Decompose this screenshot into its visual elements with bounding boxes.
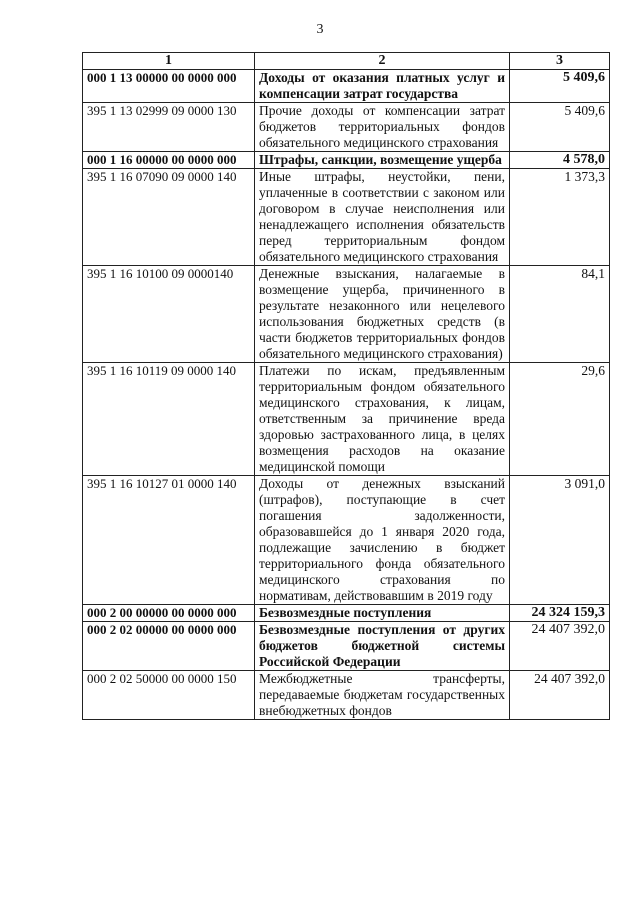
table-row: [83, 70, 610, 103]
table-row: [83, 605, 610, 622]
column-header-code: 1: [83, 53, 255, 70]
column-header-amount: 3: [510, 53, 610, 70]
column-header-name: 2: [255, 53, 510, 70]
budget-income-table: [82, 52, 610, 720]
table-header-row: [83, 53, 610, 70]
row-name: Безвозмездные поступления от других бюджетов бюджетной системы Российской Федерации: [255, 622, 510, 671]
row-amount: 5 409,6: [510, 103, 610, 152]
row-name: Прочие доходы от компенсации затрат бюджетов территориальных фондов обязательного медицинского страхования: [255, 103, 510, 152]
row-code: 000 2 02 00000 00 0000 000: [83, 622, 255, 671]
row-name: Штрафы, санкции, возмещение ущерба: [255, 152, 510, 169]
row-amount: 3 091,0: [510, 476, 610, 605]
row-amount: 84,1: [510, 266, 610, 363]
row-code: 395 1 13 02999 09 0000 130: [83, 103, 255, 152]
row-name: Доходы от оказания платных услуг и компенсации затрат государства: [255, 70, 510, 103]
table-row: [83, 363, 610, 476]
table-row: [83, 671, 610, 720]
row-name: Платежи по искам, предъявленным территориальным фондом обязательного медицинского страхования, к лицам, ответственным за причинение вреда здоровью застрахованного лица, в целях возмещения расходов на оказание медицинской помощи: [255, 363, 510, 476]
row-code: 000 1 13 00000 00 0000 000: [83, 70, 255, 103]
table-row: [83, 103, 610, 152]
row-name: Доходы от денежных взысканий (штрафов), поступающие в счет погашения задолженности, образовавшейся до 1 января 2020 года, подлежащие зачислению в бюджет территориального фонда обязательного медицинского страхования по нормативам, действовавшим в 2019 году: [255, 476, 510, 605]
row-code: 000 1 16 00000 00 0000 000: [83, 152, 255, 169]
row-name: Межбюджетные трансферты, передаваемые бюджетам государственных внебюджетных фондов: [255, 671, 510, 720]
table-row: [83, 266, 610, 363]
row-code: 395 1 16 10100 09 0000140: [83, 266, 255, 363]
row-name: Иные штрафы, неустойки, пени, уплаченные в соответствии с законом или договором в случае неисполнения или ненадлежащего исполнения обязательств перед территориальным фондом обязательного медицинского страхования: [255, 169, 510, 266]
row-amount: 24 407 392,0: [510, 622, 610, 671]
page-number: 3: [316, 22, 324, 37]
row-amount: 5 409,6: [510, 70, 610, 103]
table-row: [83, 169, 610, 266]
table-row: [83, 476, 610, 605]
row-amount: 24 324 159,3: [510, 605, 610, 622]
row-code: 395 1 16 10127 01 0000 140: [83, 476, 255, 605]
row-amount: 24 407 392,0: [510, 671, 610, 720]
row-code: 000 2 02 50000 00 0000 150: [83, 671, 255, 720]
row-code: 395 1 16 07090 09 0000 140: [83, 169, 255, 266]
row-name: Денежные взыскания, налагаемые в возмещение ущерба, причиненного в результате незаконного или нецелевого использования бюджетных средств (в части бюджетов территориальных фондов обязательного медицинского страхования): [255, 266, 510, 363]
row-code: 000 2 00 00000 00 0000 000: [83, 605, 255, 622]
row-amount: 1 373,3: [510, 169, 610, 266]
table-row: [83, 622, 610, 671]
table-row: [83, 152, 610, 169]
row-amount: 29,6: [510, 363, 610, 476]
row-code: 395 1 16 10119 09 0000 140: [83, 363, 255, 476]
row-amount: 4 578,0: [510, 152, 610, 169]
row-name: Безвозмездные поступления: [255, 605, 510, 622]
